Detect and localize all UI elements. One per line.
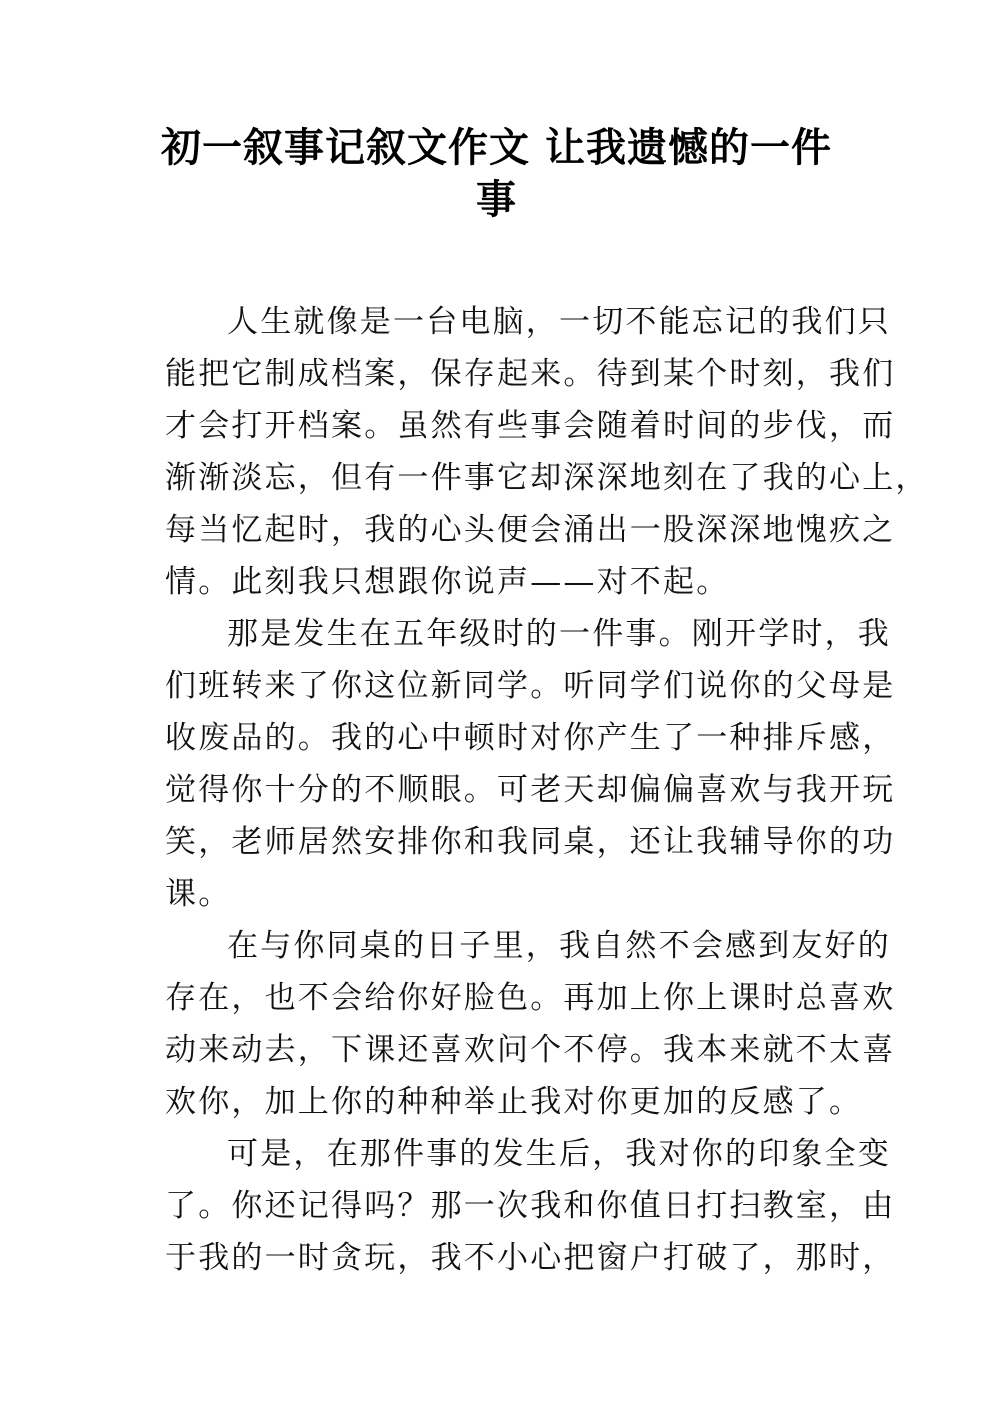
title-line-1: 初一叙事记叙文作文 让我遗憾的一件 bbox=[161, 125, 832, 171]
document-body bbox=[165, 296, 929, 1284]
text-line: 人生就像是一台电脑，一切不能忘记的我们只 bbox=[227, 304, 891, 340]
text-line: 了。你还记得吗？那一次我和你值日打扫教室，由 bbox=[165, 1188, 896, 1224]
text-line: 存在，也不会给你好脸色。再加上你上课时总喜欢 bbox=[165, 980, 896, 1016]
paragraph-3 bbox=[165, 920, 896, 1128]
text-line: 收废品的。我的心中顿时对你产生了一种排斥感， bbox=[165, 720, 896, 756]
text-line: 能把它制成档案，保存起来。待到某个时刻，我们 bbox=[165, 356, 896, 392]
document-title bbox=[120, 122, 873, 226]
text-line: 课。 bbox=[165, 876, 232, 912]
text-line: 动来动去，下课还喜欢问个不停。我本来就不太喜 bbox=[165, 1032, 896, 1068]
paragraph-1 bbox=[165, 296, 929, 608]
text-line: 在与你同桌的日子里，我自然不会感到友好的 bbox=[227, 928, 891, 964]
text-line: 可是，在那件事的发生后，我对你的印象全变 bbox=[227, 1136, 891, 1172]
text-line: 渐渐淡忘，但有一件事它却深深地刻在了我的心上， bbox=[165, 460, 929, 496]
text-line: 觉得你十分的不顺眼。可老天却偏偏喜欢与我开玩 bbox=[165, 772, 896, 808]
text-line: 们班转来了你这位新同学。听同学们说你的父母是 bbox=[165, 668, 896, 704]
text-line: 笑，老师居然安排你和我同桌，还让我辅导你的功 bbox=[165, 824, 896, 860]
paragraph-4 bbox=[165, 1128, 896, 1284]
text-line: 那是发生在五年级时的一件事。刚开学时，我 bbox=[227, 616, 891, 652]
text-line: 于我的一时贪玩，我不小心把窗户打破了，那时， bbox=[165, 1240, 896, 1276]
text-line: 才会打开档案。虽然有些事会随着时间的步伐，而 bbox=[165, 408, 896, 444]
text-line: 每当忆起时，我的心头便会涌出一股深深地愧疚之 bbox=[165, 512, 896, 548]
title-line-2: 事 bbox=[476, 177, 517, 223]
text-line: 情。此刻我只想跟你说声——对不起。 bbox=[165, 564, 730, 600]
text-line: 欢你，加上你的种种举止我对你更加的反感了。 bbox=[165, 1084, 863, 1120]
paragraph-2 bbox=[165, 608, 896, 920]
